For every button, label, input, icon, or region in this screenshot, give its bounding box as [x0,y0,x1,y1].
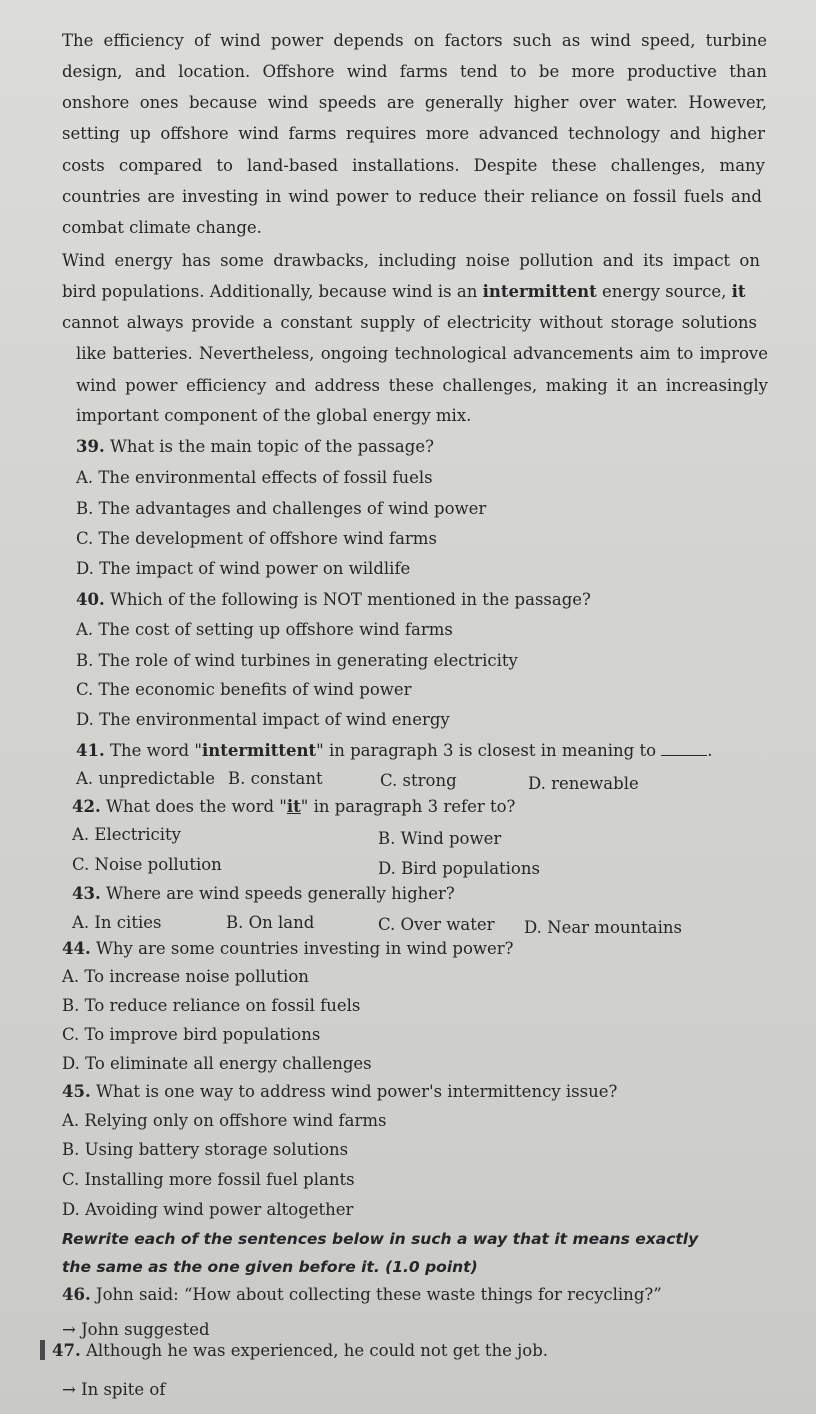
section-instruction: Rewrite each of the sentences below in such a way that it means exactly [62,1230,699,1248]
question-text: What is one way to address wind power's intermittency issue? [95,1082,618,1101]
option-a[interactable]: A. Relying only on offshore wind farms [62,1111,387,1130]
passage-line: wind power efficiency and address these challenges, making it an increasingly [76,376,768,395]
question-text: Where are wind speeds generally higher? [105,884,455,903]
option-b[interactable]: B. The role of wind turbines in generating electricity [76,651,518,670]
question-stem [72,796,515,818]
question-text: John said: “How about collecting these waste things for recycling?” [95,1285,662,1304]
question-text: " in paragraph 3 refer to? [300,797,516,816]
question-keyword: it [286,797,301,816]
question-number: 44. [62,939,91,958]
passage-line: setting up offshore wind farms requires more advanced technology and higher [62,124,765,143]
passage-line: Wind energy has some drawbacks, including noise pollution and its impact on [62,251,760,270]
question-number: 41. [76,741,105,760]
option-d[interactable]: D. To eliminate all energy challenges [62,1054,372,1073]
option-b[interactable]: B. constant [228,769,323,788]
keyword-it: it [731,282,746,301]
passage-line: design, and location. Offshore wind farms tend to be more productive than [62,62,767,81]
question-stem [72,883,455,905]
option-a[interactable]: A. The cost of setting up offshore wind farms [76,620,453,639]
option-c[interactable]: C. The economic benefits of wind power [76,680,412,699]
passage-line: costs compared to land-based installations. Despite these challenges, many [62,156,765,175]
question-text: What is the main topic of the passage? [109,437,434,456]
question-number: 40. [76,590,105,609]
passage-line: The efficiency of wind power depends on factors such as wind speed, turbine [62,31,767,50]
option-a[interactable]: A. Electricity [72,825,181,844]
question-text: What does the word " [105,797,287,816]
option-b[interactable]: B. On land [226,913,315,932]
passage-line: countries are investing in wind power to reduce their reliance on fossil fuels and [62,187,762,206]
option-d[interactable]: D. The impact of wind power on wildlife [76,559,411,578]
passage-line: important component of the global energy mix. [76,406,472,425]
option-a[interactable]: A. The environmental effects of fossil fuels [76,468,433,487]
question-stem [62,1081,617,1103]
option-b[interactable]: B. The advantages and challenges of wind power [76,499,487,518]
passage-line [62,281,746,303]
question-stem [76,740,713,762]
question-text: The word " [109,741,202,760]
question-stem [62,938,514,960]
option-c[interactable]: C. strong [380,771,457,790]
passage-line: combat climate change. [62,218,262,237]
keyword-intermittent: intermittent [482,282,597,301]
passage-text: bird populations. Additionally, because wind is an [62,282,478,301]
option-c[interactable]: C. Over water [378,915,495,934]
question-stem [76,436,434,458]
option-c[interactable]: C. The development of offshore wind farms [76,529,437,548]
passage-line: onshore ones because wind speeds are generally higher over water. However, [62,93,767,112]
rewrite-question-47 [52,1340,548,1362]
question-number: 42. [72,797,101,816]
question-number: 45. [62,1082,91,1101]
option-d[interactable]: D. The environmental impact of wind energy [76,710,450,729]
question-number: 46. [62,1285,91,1304]
option-b[interactable]: B. Wind power [378,829,502,848]
option-a[interactable]: A. unpredictable [76,769,216,788]
option-d[interactable]: D. renewable [528,774,639,793]
question-text: Which of the following is NOT mentioned in the passage? [109,590,591,609]
rewrite-answer-47[interactable]: → In spite of [62,1380,166,1399]
question-text: Although he was experienced, he could not get the job. [85,1341,549,1360]
option-c[interactable]: C. To improve bird populations [62,1025,321,1044]
question-number: 47. [52,1341,81,1360]
rewrite-answer-46[interactable]: → John suggested [62,1320,210,1339]
question-text: Why are some countries investing in wind power? [95,939,514,958]
answer-blank[interactable] [661,741,707,756]
option-b[interactable]: B. To reduce reliance on fossil fuels [62,996,361,1015]
margin-marker [40,1340,45,1360]
question-end: . [707,741,713,760]
question-text: " in paragraph 3 is closest in meaning to [316,741,657,760]
option-c[interactable]: C. Noise pollution [72,855,222,874]
option-c[interactable]: C. Installing more fossil fuel plants [62,1170,355,1189]
option-d[interactable]: D. Avoiding wind power altogether [62,1200,354,1219]
question-keyword: intermittent [201,741,317,760]
passage-line: cannot always provide a constant supply of electricity without storage solutions [62,313,757,332]
rewrite-question-46 [62,1284,662,1306]
question-number: 43. [72,884,101,903]
option-a[interactable]: A. To increase noise pollution [62,967,309,986]
section-instruction: the same as the one given before it. (1.0 point) [62,1258,478,1276]
question-stem [76,589,591,611]
option-b[interactable]: B. Using battery storage solutions [62,1140,349,1159]
option-a[interactable]: A. In cities [72,913,162,932]
passage-text: energy source, [602,282,727,301]
question-number: 39. [76,437,105,456]
option-d[interactable]: D. Bird populations [378,859,540,878]
passage-line: like batteries. Nevertheless, ongoing technological advancements aim to improve [76,344,768,363]
option-d[interactable]: D. Near mountains [524,918,682,937]
